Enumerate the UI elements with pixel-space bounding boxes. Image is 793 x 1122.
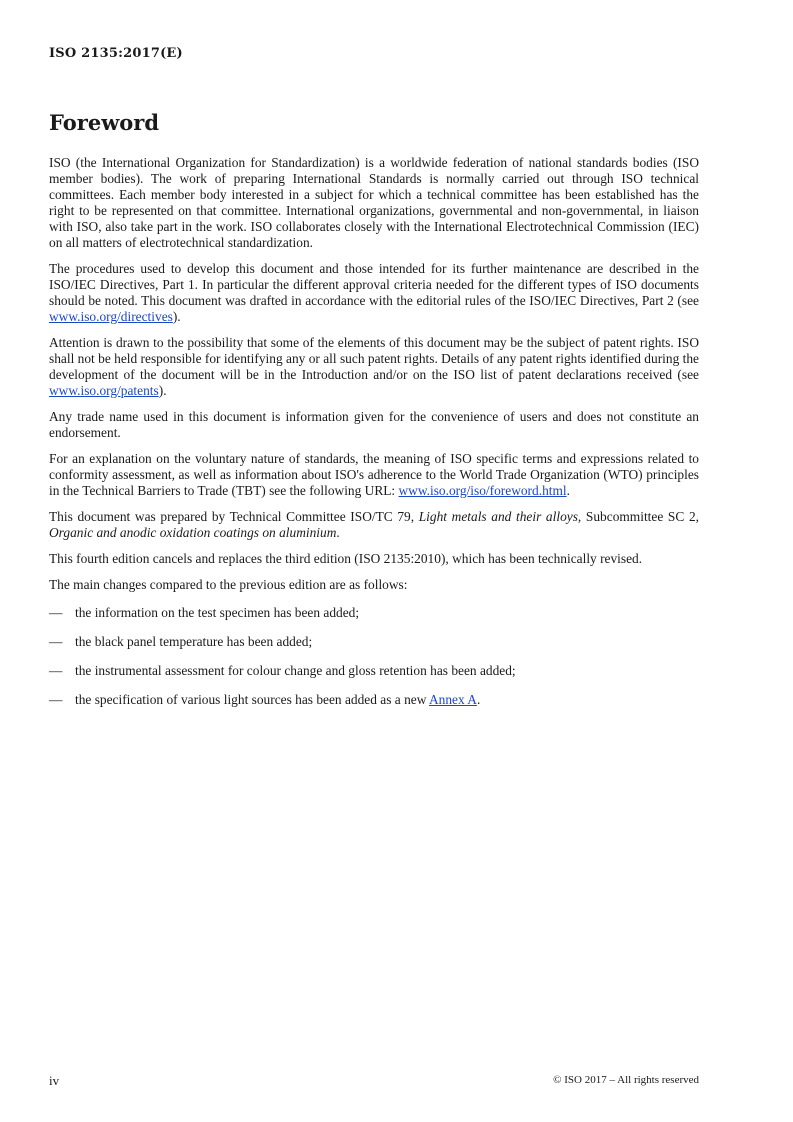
paragraph-edition: This fourth edition cancels and replaces the third edition (ISO 2135:2010), which has been technically revised. [49,551,643,566]
committee-text-c: , Subcommittee SC 2, [577,509,699,524]
directives-link[interactable]: www.iso.org/directives [49,309,173,324]
copyright-notice: © ISO 2017 – All rights reserved [553,1074,699,1086]
list-item [49,605,699,621]
foreword-url-link[interactable]: www.iso.org/iso/foreword.html [398,483,567,498]
patents-link[interactable]: www.iso.org/patents [49,383,159,398]
list-item-text: the information on the test specimen has been added; [75,605,360,620]
paragraph-voluntary-nature-text: For an explanation on the voluntary nature of standards, the meaning of ISO specific terms and expressions related to conformity assessment, as well as information about ISO's adherence to the World Trade Organization (WTO) principles in the Technical Barriers to Trade (TBT) see the following URL: [49,451,699,498]
page-title: Foreword [49,110,160,135]
list-item-text-lead: the specification of various light sources has been added as a new [75,692,429,707]
committee-text-e: . [336,525,340,540]
committee-title: Light metals and their alloys [418,509,578,524]
subcommittee-title: Organic and anodic oxidation coatings on aluminium [49,525,337,540]
paragraph-main-changes: The main changes compared to the previous edition are as follows: [49,577,408,592]
paragraph-voluntary-nature-end: . [566,483,570,498]
list-item [49,663,699,679]
committee-text-a: This document was prepared by Technical Committee ISO/TC 79, [49,509,419,524]
paragraph-procedures-end: ). [172,309,181,324]
list-item-text: the black panel temperature has been added; [75,634,313,649]
foreword-body [49,155,699,721]
paragraph-patents [49,335,699,399]
paragraph-procedures [49,261,699,325]
paragraph-patents-text: Attention is drawn to the possibility that some of the elements of this document may be the subject of patent rights. ISO shall not be held responsible for identifying any or all such patent rights. Details of any patent rights identified during the development of the document will be in the Introduction and/or on the ISO list of patent declarations received (see [49,335,699,382]
paragraph-iso-intro: ISO (the International Organization for Standardization) is a worldwide federation of national standards bodies (ISO member bodies). The work of preparing International Standards is normally carried out through ISO technical committees. Each member body interested in a subject for which a technical committee has been established has the right to be represented on that committee. International organizations, governmental and non-governmental, in liaison with ISO, also take part in the work. ISO collaborates closely with the International Electrotechnical Commission (IEC) on all matters of electrotechnical standardization. [49,155,699,250]
paragraph-voluntary-nature [49,451,699,499]
list-item-text-end: . [476,692,481,707]
annex-a-link[interactable]: Annex A [429,692,477,707]
page-number: iv [49,1073,60,1088]
list-item-text: the instrumental assessment for colour change and gloss retention has been added; [75,663,516,678]
document-identifier: ISO 2135:2017(E) [49,46,183,61]
list-item [49,634,699,650]
list-item [49,692,699,708]
paragraph-patents-end: ). [158,383,167,398]
list-dash: — [49,692,63,707]
list-dash: — [49,663,63,678]
paragraph-committee [49,509,699,541]
list-dash: — [49,605,63,620]
paragraph-procedures-text: The procedures used to develop this document and those intended for its further maintenance are described in the ISO/IEC Directives, Part 1. In particular the different approval criteria needed for the different types of ISO documents should be noted. This document was drafted in accordance with the editorial rules of the ISO/IEC Directives, Part 2 (see [49,261,699,308]
paragraph-trade-name: Any trade name used in this document is information given for the convenience of users and does not constitute an endorsement. [49,409,699,440]
list-dash: — [49,634,63,649]
list-item-text [75,692,699,708]
